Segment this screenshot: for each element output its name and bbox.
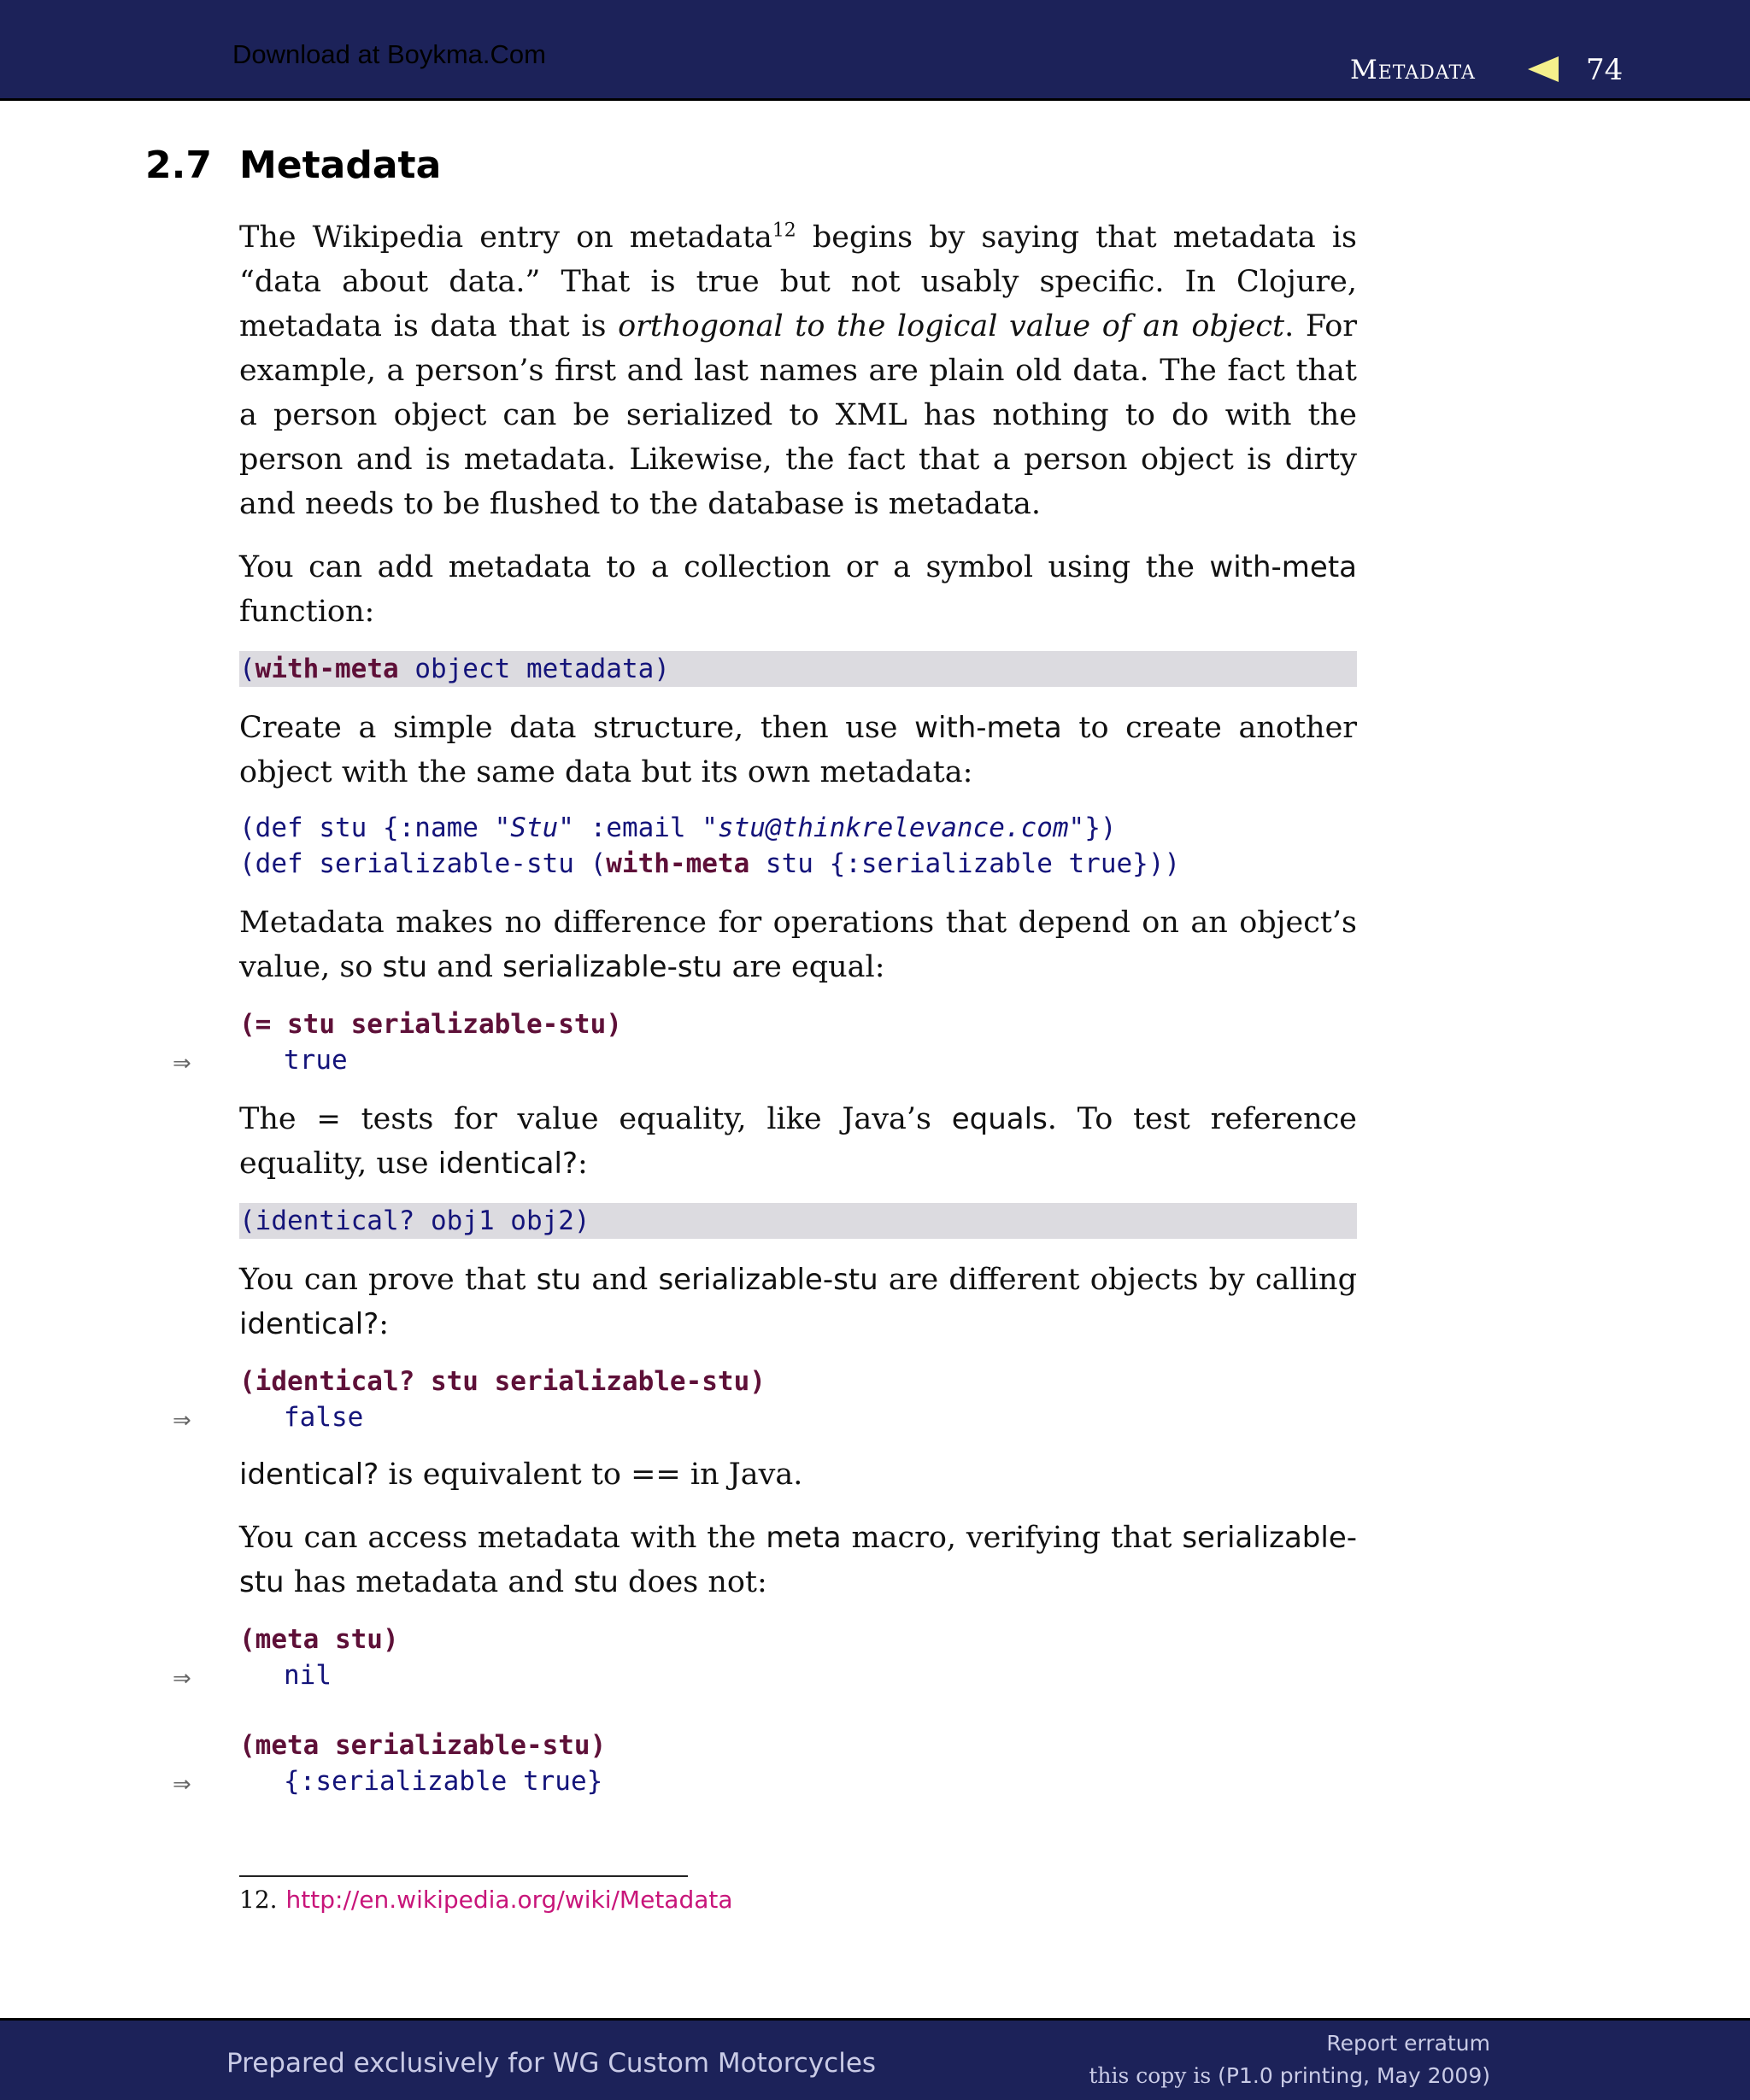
prepared-for-notice: Prepared exclusively for WG Custom Motorcycles [226,2048,877,2079]
code-text: (def stu {:name [239,812,495,843]
inline-code: serializable-stu [658,1263,878,1297]
text: The [239,1102,317,1136]
text: : [379,1307,390,1341]
repl-example [173,1728,1357,1799]
text: Create a simple data structure, then use [239,711,915,745]
page-body [173,215,1358,1799]
inline-code: stu [382,950,428,984]
inline-code: with-meta [1209,550,1357,584]
inline-code: stu [536,1263,582,1297]
text: has metadata and [284,1565,574,1599]
repl-input: (identical? stu serializable-stu) [239,1366,766,1397]
repl-example [173,1622,1357,1693]
text: . To test reference equality, use [239,1102,1358,1181]
section-number: 2.7 [145,144,212,187]
text: The Wikipedia entry on metadata [239,220,772,255]
paragraph [239,900,1357,989]
paragraph [239,1097,1357,1186]
text: function: [239,595,375,629]
paragraph [239,545,1357,634]
code-string: "Stu" [494,812,574,843]
printing-label: this copy is [1089,2063,1219,2088]
page-footer [0,2018,1750,2100]
code-text: (def serializable-stu ( [239,848,607,879]
result-arrow-icon: ⇒ [173,1772,191,1798]
inline-code: equals [951,1102,1048,1136]
inline-code: identical? [438,1147,578,1181]
code-line [239,846,1357,882]
repl-input: (= stu serializable-stu) [239,1009,622,1040]
previous-page-arrow-icon[interactable] [1528,56,1559,82]
code-block: (with-meta object metadata) [239,651,1357,687]
paragraph [239,1452,1357,1497]
report-erratum-link[interactable]: Report erratum [1326,2031,1490,2056]
result-arrow-icon: ⇒ [173,1051,191,1076]
text: are different objects by calling [878,1263,1358,1297]
text: . For example, a person’s first and last names are plain old data. The fact that a person object can be serialized to XML has nothing to do with the person and is metadata. Likewise, the fact that a person object is dirty and needs to be flushed to the database is metadata. [239,309,1357,521]
footnote-divider [239,1875,688,1877]
code-block [239,810,1357,882]
result-value: {:serializable true} [284,1766,603,1797]
section-title: Metadata [239,144,442,187]
text: begins by saying that metadata is “data about data.” That is true but not usably specific. In Clojure, metadata is data that is [239,220,1357,343]
printing-info [1089,2063,1490,2088]
page-header [0,0,1750,101]
result-value: true [284,1045,348,1076]
result-value: nil [284,1660,332,1691]
text: is equivalent to == in Java. [379,1458,803,1492]
code-text: stu {:serializable true})) [749,848,1181,879]
printing-edition: (P1.0 printing, May 2009) [1218,2063,1490,2088]
code-keyword: with-meta [255,654,399,684]
code-line [239,810,1357,846]
text: You can add metadata to a collection or a symbol using the [239,550,1210,584]
repl-input: (meta stu) [239,1624,399,1655]
result-arrow-icon: ⇒ [173,1408,191,1434]
text: to create another object with the same data but its own metadata: [239,711,1358,789]
inline-code: stu [573,1565,619,1599]
repl-example [173,1006,1357,1078]
repl-result [173,1399,1357,1435]
inline-code: with-meta [914,711,1062,745]
footnote [239,1886,733,1914]
result-value: false [284,1402,364,1433]
inline-code: serializable-stu [502,950,723,984]
text: and [581,1263,659,1297]
code-text: object metadata) [398,654,670,684]
text: are equal: [722,950,885,984]
paragraph [239,706,1357,795]
paragraph [239,1516,1357,1604]
result-arrow-icon: ⇒ [173,1666,191,1692]
text: does not: [618,1565,767,1599]
repl-input: (meta serializable-stu) [239,1730,607,1761]
text: You can prove that [239,1263,537,1297]
inline-code: identical? [239,1307,379,1341]
inline-code: = [316,1102,341,1136]
footnote-link[interactable]: http://en.wikipedia.org/wiki/Metadata [285,1886,733,1914]
footnote-number: 12. [239,1886,278,1914]
inline-code: identical? [239,1458,379,1492]
code-keyword: with-meta [606,848,750,879]
code-block: (identical? obj1 obj2) [239,1203,1357,1239]
text: and [427,950,503,984]
repl-result [173,1657,1357,1693]
emphasis: orthogonal to the logical value of an object [618,309,1285,343]
code-text: }) [1084,812,1117,843]
code-text: :email [573,812,702,843]
running-title: Metadata [1350,55,1476,85]
paragraph [239,215,1357,526]
text: tests for value equality, like Java’s [340,1102,952,1136]
repl-example [173,1364,1357,1435]
repl-result [173,1763,1357,1799]
text: : [578,1147,588,1181]
inline-code: serializable-stu [239,1521,1358,1599]
text: Metadata makes no difference for operations that depend on an object’s value, so [239,906,1357,984]
inline-code: meta [766,1521,842,1555]
paragraph [239,1258,1357,1346]
code-string: "stu@thinkrelevance.com" [702,812,1085,843]
page-number: 74 [1586,53,1624,87]
footnote-ref[interactable]: 12 [772,220,796,242]
text: macro, verifying that [841,1521,1183,1555]
text: You can access metadata with the [239,1521,766,1555]
repl-result [173,1042,1357,1078]
download-notice: Download at Boykma.Com [232,39,546,69]
